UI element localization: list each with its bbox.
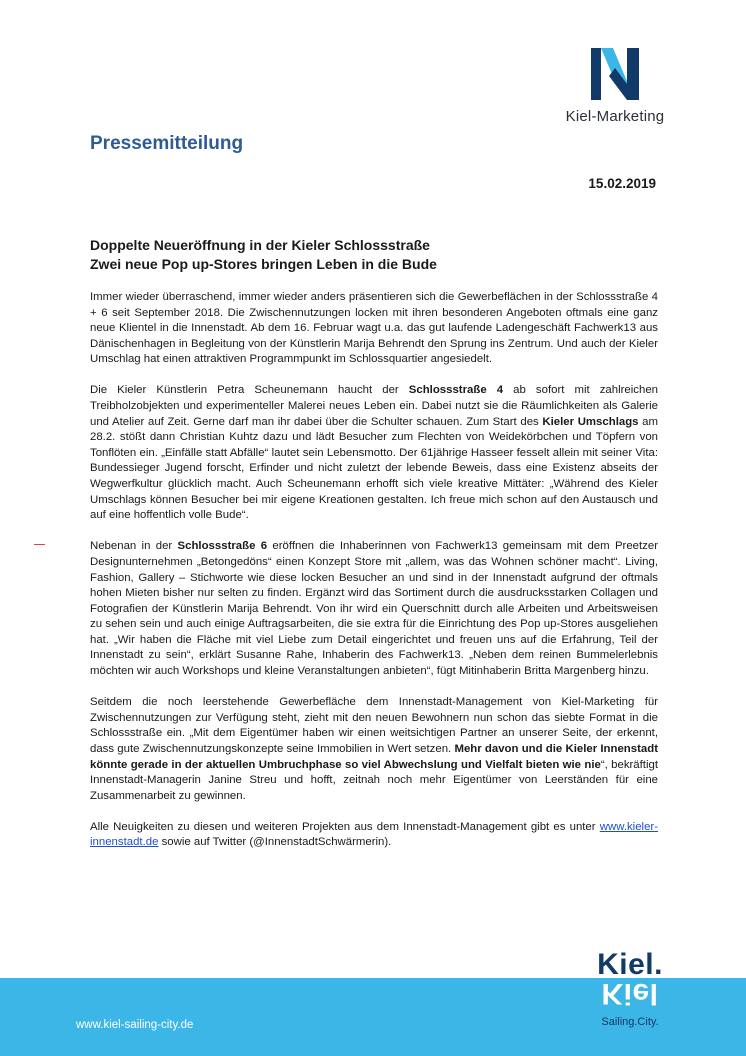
document-date: 15.02.2019 xyxy=(588,176,656,191)
margin-mark xyxy=(34,544,45,545)
paragraph-5-text: Alle Neuigkeiten zu diesen und weiteren Projekten aus dem Innenstadt-Management gibt es unter xyxy=(90,820,600,833)
footer-url: www.kiel-sailing-city.de xyxy=(76,1019,194,1031)
paragraph-3-text: eröffnen die Inhaberinnen von Fachwerk13 gemeinsam mit dem Preetzer Designunternehmen „Betongedöns“ einen Konzept Store mit „allem, was das Wohnen schöner macht“. Living, Fashion, Gallery – Stichworte wie diese locken Besucher an und sind in der Innenstadt aufgrund der oftmals hohen Mieten bisher nur selten zu finden. Ergänzt wird das Sortiment durch die ausdrucksstarken Collagen und Fotografien der Künstlerin Marija Behrendt. Von ihr wird ein Querschnitt durch alle Arbeiten und Arbeitsweisen zu sehen sein und auch einige Auftragsarbeiten, die sie extra für die Einrichtung des Pop up-Stores ausgeliehen hat. „Wir haben die Fläche mit viel Liebe zum Detail eingerichtet und freuen uns auf die Erfahrung, Teil der Innenstadt zu sein“, erklärt Susanne Rahe, Inhaberin des Fachwerk13. „Neben dem reinen Bummelerlebnis möchten wir auch Workshops und kleine Veranstaltungen anbieten“, fügt Mitinhaberin Britta Margenberg hinzu. xyxy=(90,540,659,678)
paragraph-3-bold: Schlossstraße 6 xyxy=(177,540,268,553)
document-type-title: Pressemitteilung xyxy=(90,133,244,154)
paragraph-3 xyxy=(90,539,658,679)
paragraph-5-text: sowie auf Twitter (@InnenstadtSchwärmerin). xyxy=(158,836,392,849)
headline xyxy=(90,236,658,274)
paragraph-2 xyxy=(90,383,658,523)
paragraph-2-text: Die Kieler Künstlerin Petra Scheunemann haucht der xyxy=(90,384,409,397)
paragraph-4 xyxy=(90,695,658,804)
headline-line-1: Doppelte Neueröffnung in der Kieler Schlossstraße xyxy=(90,237,430,253)
paragraph-4-bold: Mehr davon und die Kieler Innenstadt könnte gerade in der aktuellen Umbruchphase so viel Abwechslung und Vielfalt bieten wie nie xyxy=(90,742,658,771)
paragraph-4-text: “, bekräftigt Innenstadt-Managerin Janine Streu und hofft, zeitnah noch mehr Eigentümer von Leerständen für eine Zusammenarbeit zu gewinnen. xyxy=(90,758,659,802)
kiel-logo-tagline: Sailing.City. xyxy=(601,1016,659,1028)
paragraph-2-bold: Schlossstraße 4 xyxy=(408,384,504,397)
kiel-logo-word: Kiel. xyxy=(597,948,663,981)
paragraph-4-text: Seitdem die noch leerstehende Gewerbefläche dem Innenstadt-Management von Kiel-Marketing für Zwischennutzungen zur Verfügung steht, zieht mit den neuen Bewohnern nun schon das siebte Format in die Schlossstraße ein. „Mit dem Eigentümer haben wir einen weitsichtigen Partner an unserer Seite, der erkennt, dass gute Zwischennutzungskonzepte seine Immobilien in Wert setzen. xyxy=(90,696,658,755)
paragraph-5 xyxy=(90,820,658,851)
paragraph-1: Immer wieder überraschend, immer wieder anders präsentieren sich die Gewerbeflächen in der Schlossstraße 4 + 6 seit September 2018. Die Zwischennutzungen locken mit ihren besonderen Angeboten oftmals eine ganz neue Klientel in die Innenstadt. Ab dem 16. Februar wagt u.a. das gut laufende Ladengeschäft Fachwerk13 aus Dänischenhagen in Begleitung von der Künstlerin Marija Behrendt den Sprung ins Zentrum. Und auch der Kieler Umschlag hat einen attraktiven Programmpunkt im Schlossquartier angesiedelt. xyxy=(90,291,658,366)
kieler-innenstadt-link[interactable]: www.kieler-innenstadt.de xyxy=(90,820,658,849)
paragraph-2-bold: Kieler Umschlags xyxy=(542,415,639,428)
paragraph-2-text: am 28.2. stößt dann Christian Kuhtz dazu und lädt Besucher zum Flechten von Weidekörbchen und Töpfern von Tonflöten ein. „Einfälle statt Abfälle“ lautet sein Lebensmotto. Der 61jährige Hasseer fesselt allein mit seiner Vita: Bundessieger Jugend forscht, Erfinder und nicht zuletzt der lebende Beweis, dass eine Existenz abseits der Wegwerfkultur glücklich macht. Auch Scheunemann erhofft sich viele kreative Mittäter: „Während des Kieler Umschlags können Besucher bei mir eigene Kreationen gestalten. Ich freue mich schon auf den Austausch und auf eine hoffentlich volle Bude“. xyxy=(90,415,658,522)
kiel-logo-mirror: Kiel xyxy=(601,977,659,1010)
kiel-sailing-city-logo xyxy=(580,950,680,1028)
kiel-marketing-logo xyxy=(553,46,677,125)
headline-line-2: Zwei neue Pop up-Stores bringen Leben in die Bude xyxy=(90,256,437,272)
paragraph-3-text: Nebenan in der xyxy=(90,540,178,553)
logo-brand-text: Kiel-Marketing xyxy=(565,108,665,125)
kiel-marketing-k-icon xyxy=(589,46,641,102)
paragraph-2-text: ab sofort mit zahlreichen Treibholzobjekten und experimenteller Malerei neues Leben ein. Dabei nutzt sie die Räumlichkeiten als Galerie und Atelier auf Zeit. Gerne darf man ihr dabei über die Schulter schauen. Zum Start des xyxy=(90,384,658,428)
body-text xyxy=(90,290,658,851)
